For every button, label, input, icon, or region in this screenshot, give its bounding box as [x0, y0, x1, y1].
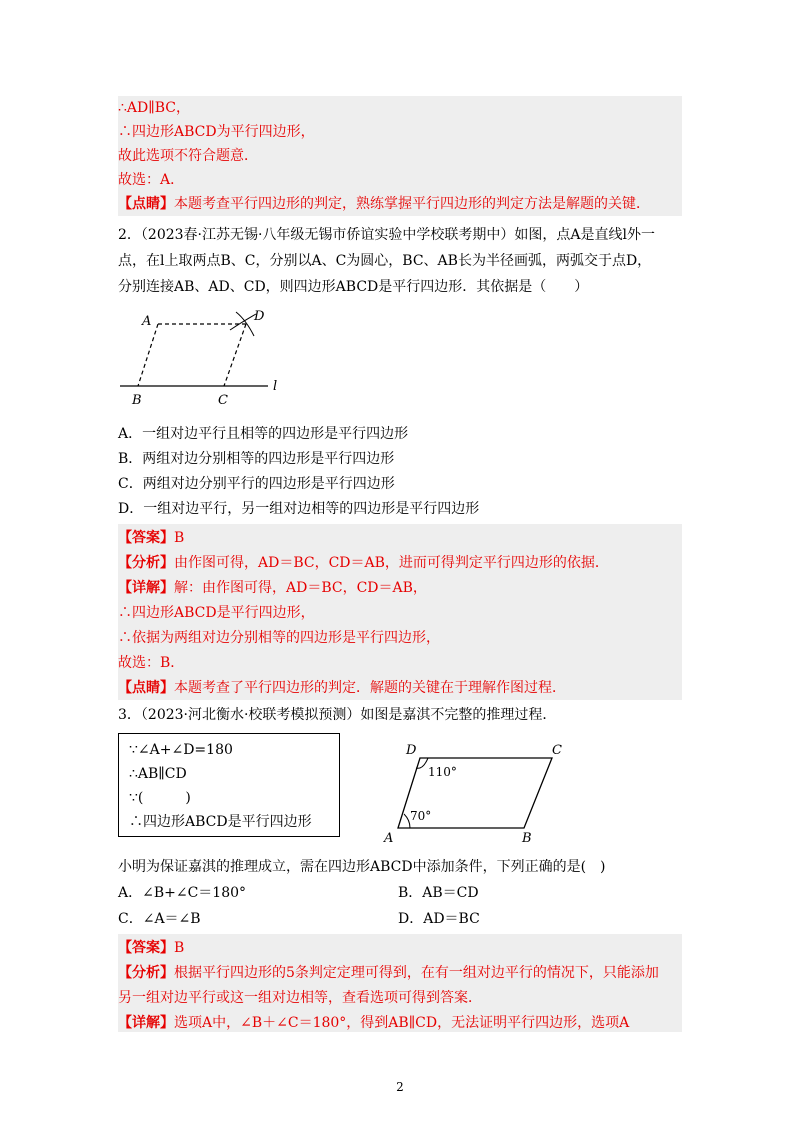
analysis-tag: 【分析】	[118, 555, 174, 571]
reasoning-box	[118, 733, 340, 837]
reasoning-line: ∴AB∥CD	[129, 766, 187, 782]
detail-tag: 【详解】	[118, 1015, 174, 1031]
label-a: A	[384, 831, 394, 846]
angle-a-label: 70°	[410, 809, 432, 823]
arc-2	[230, 314, 256, 330]
comment-line	[118, 192, 650, 216]
analysis-line	[118, 551, 609, 575]
segment-ab	[138, 324, 158, 386]
analysis-text: 由作图可得，AD＝BC，CD＝AB，进而可得判定平行四边形的依据．	[174, 555, 609, 571]
solution-line: 故此选项不符合题意．	[118, 148, 258, 164]
solution-line: 故选：A．	[118, 172, 185, 188]
page-number: 2	[396, 1080, 404, 1094]
label-l: l	[273, 379, 278, 394]
analysis-text: 根据平行四边形的5条判定定理可得到，在有一组对边平行的情况下，只能添加	[174, 965, 659, 981]
solution-line: ∴四边形ABCD为平行四边形，	[118, 124, 315, 140]
question-2-figure	[118, 300, 298, 415]
detail-text: 选项A中，∠B＋∠C＝180°，得到AB∥CD，无法证明平行四边形，选项A	[174, 1015, 630, 1031]
detail-text: 解：由作图可得，AD＝BC，CD＝AB，	[174, 580, 427, 596]
reasoning-line: ∵∠A+∠D=180	[129, 742, 233, 758]
question-2-line: 分别连接AB、AD、CD，则四边形ABCD是平行四边形．其依据是（ ）	[118, 279, 589, 295]
question-3-title: 3．（2023·河北衡水·校联考模拟预测）如图是嘉淇不完整的推理过程．	[118, 707, 557, 723]
comment-line	[118, 676, 566, 700]
label-b: B	[132, 393, 142, 408]
label-c: C	[218, 393, 228, 408]
label-c: C	[552, 743, 562, 758]
question-2-line: 点，在l上取两点B、C，分别以A、C为圆心，BC、AB长为半径画弧，两弧交于点D，	[118, 253, 652, 269]
question-3-stem: 小明为保证嘉淇的推理成立，需在四边形ABCD中添加条件，下列正确的是( )	[118, 859, 606, 875]
analysis-line	[118, 961, 659, 985]
detail-line	[118, 626, 440, 650]
analysis-line	[118, 986, 482, 1010]
answer-tag: 【答案】	[118, 530, 174, 546]
answer-tag: 【答案】	[118, 940, 174, 956]
question-3-figure	[378, 736, 578, 848]
reasoning-line: ∴四边形ABCD是平行四边形	[129, 814, 312, 830]
question-2-line: 2．（2023春·江苏无锡·八年级无锡市侨谊实验中学校联考期中）如图，点A是直线l外一	[118, 227, 656, 243]
comment-text: 本题考查平行四边形的判定，熟练掌握平行四边形的判定方法是解题的关键．	[174, 196, 650, 212]
comment-tag: 【点睛】	[118, 196, 174, 212]
option-a: A．∠B+∠C＝180°	[118, 885, 247, 901]
option-b: B．两组对边分别相等的四边形是平行四边形	[118, 451, 395, 467]
answer-line	[118, 526, 184, 550]
detail-line	[118, 576, 427, 600]
option-d: D．一组对边平行，另一组对边相等的四边形是平行四边形	[118, 501, 480, 517]
label-d: D	[254, 309, 265, 324]
answer-text: B	[174, 530, 185, 546]
detail-tag: 【详解】	[118, 580, 174, 596]
answer-text: B	[174, 940, 185, 956]
option-c: C．两组对边分别平行的四边形是平行四边形	[118, 476, 395, 492]
option-c: C．∠A＝∠B	[118, 911, 201, 927]
option-a: A．一组对边平行且相等的四边形是平行四边形	[118, 426, 409, 442]
reasoning-line: ∵( )	[129, 790, 191, 806]
label-d: D	[406, 743, 417, 758]
detail-text: ∴四边形ABCD是平行四边形，	[118, 605, 315, 621]
solution-line: ∴AD∥BC，	[118, 100, 190, 116]
option-d: D．AD＝BC	[398, 911, 480, 927]
comment-tag: 【点睛】	[118, 680, 174, 696]
segment-cd	[224, 324, 246, 386]
label-a: A	[142, 314, 152, 329]
detail-line	[118, 601, 315, 625]
analysis-tag: 【分析】	[118, 965, 174, 981]
answer-line	[118, 936, 184, 960]
comment-text: 本题考查了平行四边形的判定．解题的关键在于理解作图过程．	[174, 680, 566, 696]
label-b: B	[522, 831, 532, 846]
analysis-text: 另一组对边平行或这一组对边相等，查看选项可得到答案．	[118, 990, 482, 1006]
angle-d-label: 110°	[428, 765, 457, 779]
detail-text: ∴依据为两组对边分别相等的四边形是平行四边形，	[118, 630, 440, 646]
detail-line	[118, 1011, 629, 1035]
detail-line	[118, 651, 184, 675]
detail-text: 故选：B．	[118, 655, 185, 671]
option-b: B．AB＝CD	[398, 885, 479, 901]
